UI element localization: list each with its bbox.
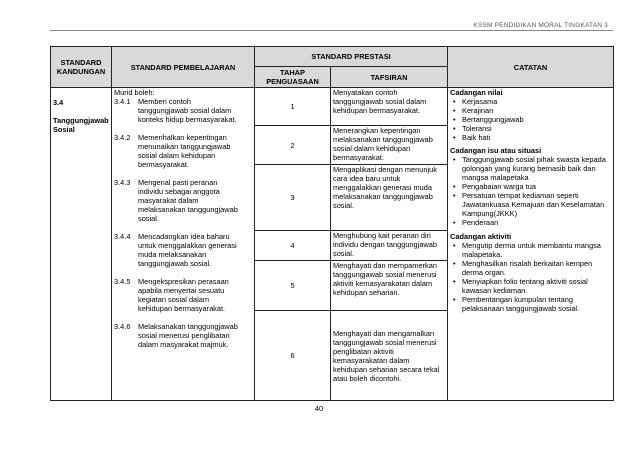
list-item: • Menyiapkan folio tentang aktiviti sosial kawasan kediaman. [462,277,611,295]
list-item: • Tanggungjawab sosial pihak swasta kepada golongan yang kurang bernasib baik dan mangsa malapetaka [462,155,611,182]
list-item: • Baik hati [462,133,611,142]
tahap-1: 1 [255,88,331,126]
list-item: • Toleransi [462,124,611,133]
nilai-title: Cadangan nilai [450,88,503,97]
tafsiran-2: Menerangkan kepentingan melaksanakan tanggungjawab sosial dalam kehidupan bermasyarakat. [331,126,448,165]
aktiviti-list [450,241,611,313]
catatan-cell [448,88,614,401]
tafsiran-3: Mengaplikasi dengan menunjuk cara idea baru untuk menggalakkan generasi muda melaksanakan tanggungjawab sosial. [331,165,448,231]
kandungan-cell [51,88,112,401]
learning-item: 3.4.4 Mencadangkan idea baharu untuk menggalakkan generasi muda melaksanakan tanggungjawab sosial. [114,232,237,268]
nilai-list [450,97,611,142]
list-item: • Persatuan tempat kediaman seperti Jawatankuasa Kemajuan dan Keselamatan Kampung(JKKK) [462,191,611,218]
tafsiran-5: Menghayati dan mempamerkan tanggungjawab sosial menerusi aktiviti kemasyarakatan dalam kehidupan seharian. [331,261,448,311]
learning-item: 3.4.6 Melaksanakan tanggungjawab sosial menerusi penglibatan dalam masyarakat majmuk. [114,322,238,349]
list-item: • Kerajinan [462,106,611,115]
page-number: 40 [314,404,324,413]
aktiviti-title: Cadangan aktiviti [450,232,512,241]
col-tahap: TAHAP PENGUASAAN [255,67,331,88]
list-item: • Bertanggungjawab [462,115,611,124]
col-standard-prestasi: STANDARD PRESTASI [255,47,448,67]
tafsiran-1: Menyatakan contoh tanggungjawab sosial dalam kehidupan bermasyarakat. [331,88,448,126]
header-rule [50,30,613,31]
learning-item: 3.4.2 Memerihalkan kepentingan menunaikan tanggungjawab sosial dalam kehidupan bermasyarakat. [114,133,231,169]
page-header: KSSM PENDIDIKAN MORAL TINGKATAN 3 [473,22,608,29]
col-tafsiran: TAFSIRAN [331,67,448,88]
list-item: • Pembentangan kumpulan tentang pelaksanaan tanggungjawab sosial. [462,295,611,313]
pembelajaran-intro: Murid boleh: [114,88,155,97]
tahap-5: 5 [255,261,331,311]
col-standard-pembelajaran: STANDARD PEMBELAJARAN [112,47,255,88]
col-standard-kandungan: STANDARD KANDUNGAN [51,47,112,88]
list-item: • Menghasilkan risalah berkaitan kempen derma organ. [462,259,611,277]
isu-title: Cadangan isu atau situasi [450,146,542,155]
isu-list [450,155,611,227]
tahap-2: 2 [255,126,331,165]
learning-item: 3.4.1 Memberi contoh tanggungjawab sosial dalam konteks hidup bermasyarakat. [114,97,237,124]
col-catatan: CATATAN [448,47,614,88]
learning-item: 3.4.5 Mengekspresikan perasaan apabila menyertai sesuatu kegiatan sosial dalam kehidupan bermasyarakat. [114,277,229,313]
list-item: • Kerjasama [462,97,611,106]
list-item: • Pengabaian warga tua [462,182,611,191]
curriculum-table [50,46,614,401]
learning-item: 3.4.3 Mengenal pasti peranan individu sebagai anggota masyarakat dalam melaksanakan tanggungjawab sosial. [114,178,238,223]
tahap-4: 4 [255,231,331,261]
list-item: • Penderaan [462,218,611,227]
tahap-6: 6 [255,311,331,401]
kandungan-title: Tanggungjawab Sosial [53,116,109,134]
list-item: • Mengutip derma untuk membantu mangsa malapetaka. [462,241,611,259]
tafsiran-4: Menghubung kait peranan diri individu dengan tanggungjawab sosial. [331,231,448,261]
tafsiran-6: Menghayati dan mengamalkan tanggungjawab sosial menerusi penglibatan aktiviti kemasyarakatan dalam kehidupan seharian secara tekal atau boleh dicontohi. [331,311,448,401]
tahap-3: 3 [255,165,331,231]
kandungan-code: 3.4 [53,98,64,107]
pembelajaran-cell [112,88,255,401]
